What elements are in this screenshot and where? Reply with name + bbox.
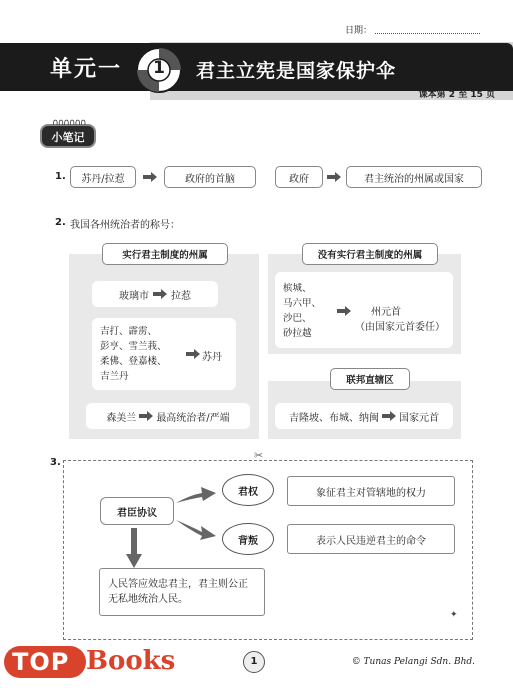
q3-top-label: 君权 xyxy=(222,474,274,506)
state-johor: 柔佛、 xyxy=(100,356,129,367)
state-pahang: 彭亨、 xyxy=(100,341,129,352)
arrow-right-icon xyxy=(327,172,341,182)
arrow-right-icon xyxy=(139,411,153,421)
federal-territory-heading: 联邦直辖区 xyxy=(330,368,410,390)
arrow-up-right-icon xyxy=(176,485,216,505)
state-penang: 槟城、 xyxy=(283,283,312,294)
q1-left-term: 苏丹/拉惹 xyxy=(70,166,136,188)
arrow-right-icon xyxy=(382,411,396,421)
scissors-icon: ✂ xyxy=(254,449,264,462)
federal-territory-states: 吉隆坡、布城、纳闽 xyxy=(289,412,379,424)
ns-row xyxy=(86,403,250,429)
q2-question: 我国各州统治者的称号： xyxy=(70,220,180,231)
q3-top-desc: 象征君主对管辖地的权力 xyxy=(287,476,455,506)
state-selangor: 雪兰莪、 xyxy=(128,341,167,352)
perlis-state: 玻璃市 xyxy=(119,290,149,302)
state-malacca: 马六甲、 xyxy=(283,298,322,309)
state-kelantan: 吉兰丹 xyxy=(100,371,129,382)
governor-title: 州元首 xyxy=(371,307,401,318)
non-monarchy-heading: 没有实行君主制度的州属 xyxy=(302,243,438,265)
arrow-down-icon xyxy=(126,528,142,568)
unit-label: 单元一 xyxy=(50,57,123,82)
watermark-logo xyxy=(0,642,176,682)
arrow-right-icon xyxy=(337,306,351,316)
textbook-pages: 课本第 2 至 15 页 xyxy=(418,90,495,100)
notes-badge-label: 小笔记 xyxy=(51,131,85,144)
perlis-title: 拉惹 xyxy=(171,290,191,302)
governor-note: （由国家元首委任） xyxy=(355,322,445,333)
state-sabah: 沙巴、 xyxy=(283,313,312,324)
sultan-row xyxy=(92,318,236,390)
state-terengganu: 登嘉楼、 xyxy=(128,356,167,367)
state-sarawak: 砂拉越 xyxy=(283,328,312,339)
date-label: 日期： xyxy=(345,26,373,36)
page-number: 1 xyxy=(250,656,258,667)
federal-territory-title: 国家元首 xyxy=(399,412,439,424)
monarchy-heading: 实行君主制度的州属 xyxy=(102,243,228,265)
arrow-right-icon xyxy=(143,172,157,182)
lifebuoy-icon xyxy=(135,46,183,94)
q1-right-term: 政府 xyxy=(275,166,323,188)
governor-row xyxy=(275,272,453,348)
q1-number: 1. xyxy=(55,171,66,182)
sultan-title: 苏丹 xyxy=(202,352,222,363)
arrow-down-right-icon xyxy=(176,518,216,542)
page-number-badge xyxy=(243,651,265,673)
spiral-icon: ∩∩∩∩∩∩ xyxy=(52,118,86,128)
q1-left-def: 政府的首脑 xyxy=(164,166,256,188)
state-kedah: 吉打、 xyxy=(100,326,129,337)
arrow-right-icon xyxy=(153,289,167,299)
unit-number: 1 xyxy=(153,58,165,78)
arrow-right-icon xyxy=(186,349,200,359)
q2-number: 2. xyxy=(55,217,66,228)
watermark-books: Books xyxy=(86,646,176,676)
q3-number: 3. xyxy=(50,457,61,468)
notes-badge xyxy=(40,118,98,150)
sultan-states xyxy=(100,324,182,384)
ns-state: 森美兰 xyxy=(106,412,137,424)
q1-right-def: 君主统治的州属或国家 xyxy=(346,166,482,188)
perlis-row xyxy=(92,281,218,307)
ns-title: 最高统治者/严端 xyxy=(156,412,230,424)
copyright: © Tunas Pelangi Sdn. Bhd. xyxy=(351,657,475,667)
q3-bottom-label: 背叛 xyxy=(222,523,274,555)
state-perak: 霹雳、 xyxy=(128,326,158,337)
pin-icon: ✦ xyxy=(450,610,458,620)
federal-territory-row xyxy=(275,403,453,429)
unit-title: 君主立宪是国家保护伞 xyxy=(196,60,397,82)
date-line xyxy=(345,23,485,37)
watermark-top: TOP xyxy=(12,648,70,676)
q3-bottom-desc: 表示人民违逆君主的命令 xyxy=(287,524,455,554)
q3-people-text: 人民答应效忠君主，君主则公正无私地统治人民。 xyxy=(99,568,265,616)
governor-states xyxy=(283,281,321,341)
q3-center: 君臣协议 xyxy=(100,497,174,525)
